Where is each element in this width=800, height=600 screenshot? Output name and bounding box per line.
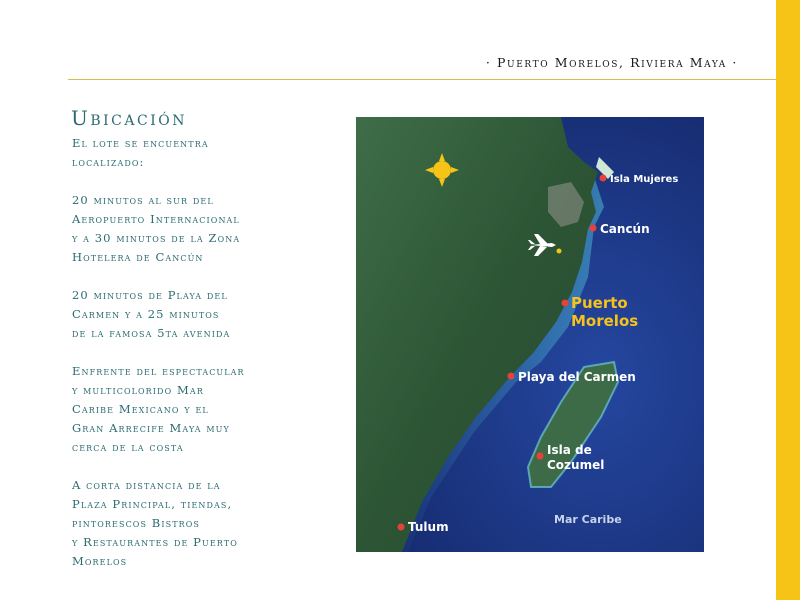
label-cancun: Cancún [600,222,650,236]
map-svg [356,117,704,552]
marker-isla-mujeres [600,174,679,185]
label-isla-mujeres: Isla Mujeres [610,174,679,185]
accent-side-bar [776,0,800,600]
label-isla-de: Isla de [547,443,592,457]
marker-playa-del-carmen [508,370,636,384]
label-playa-del-carmen: Playa del Carmen [518,370,636,384]
marker-puerto-morelos [562,294,639,330]
label-mar-caribe: Mar Caribe [554,513,622,526]
location-description [72,134,342,590]
paragraph-lot: El lote se encuentra localizado: [72,136,209,169]
header-divider [68,79,776,80]
section-title: Ubicación [71,106,187,131]
paragraph-airport: 20 minutos al sur del Aeropuerto Internacional y a 30 minutos de la Zona Hotelera de Cancún [72,193,241,264]
label-cozumel: Cozumel [547,458,605,472]
label-tulum: Tulum [408,520,449,534]
satellite-map [356,117,704,552]
label-morelos: Morelos [571,312,639,330]
label-puerto: Puerto [571,294,628,312]
header-location: · Puerto Morelos, Riviera Maya · [485,55,738,70]
paragraph-plaza: A corta distancia de la Plaza Principal, tiendas, pintorescos Bistros y Restaurantes de Puerto Morelos [72,478,238,568]
paragraph-sea: Enfrente del espectacular y multicolorido Mar Caribe Mexicano y el Gran Arrecife Maya muy cerca de la costa [72,364,245,454]
paragraph-playa: 20 minutos de Playa del Carmen y a 25 minutos de la famosa 5ta avenida [72,288,231,340]
